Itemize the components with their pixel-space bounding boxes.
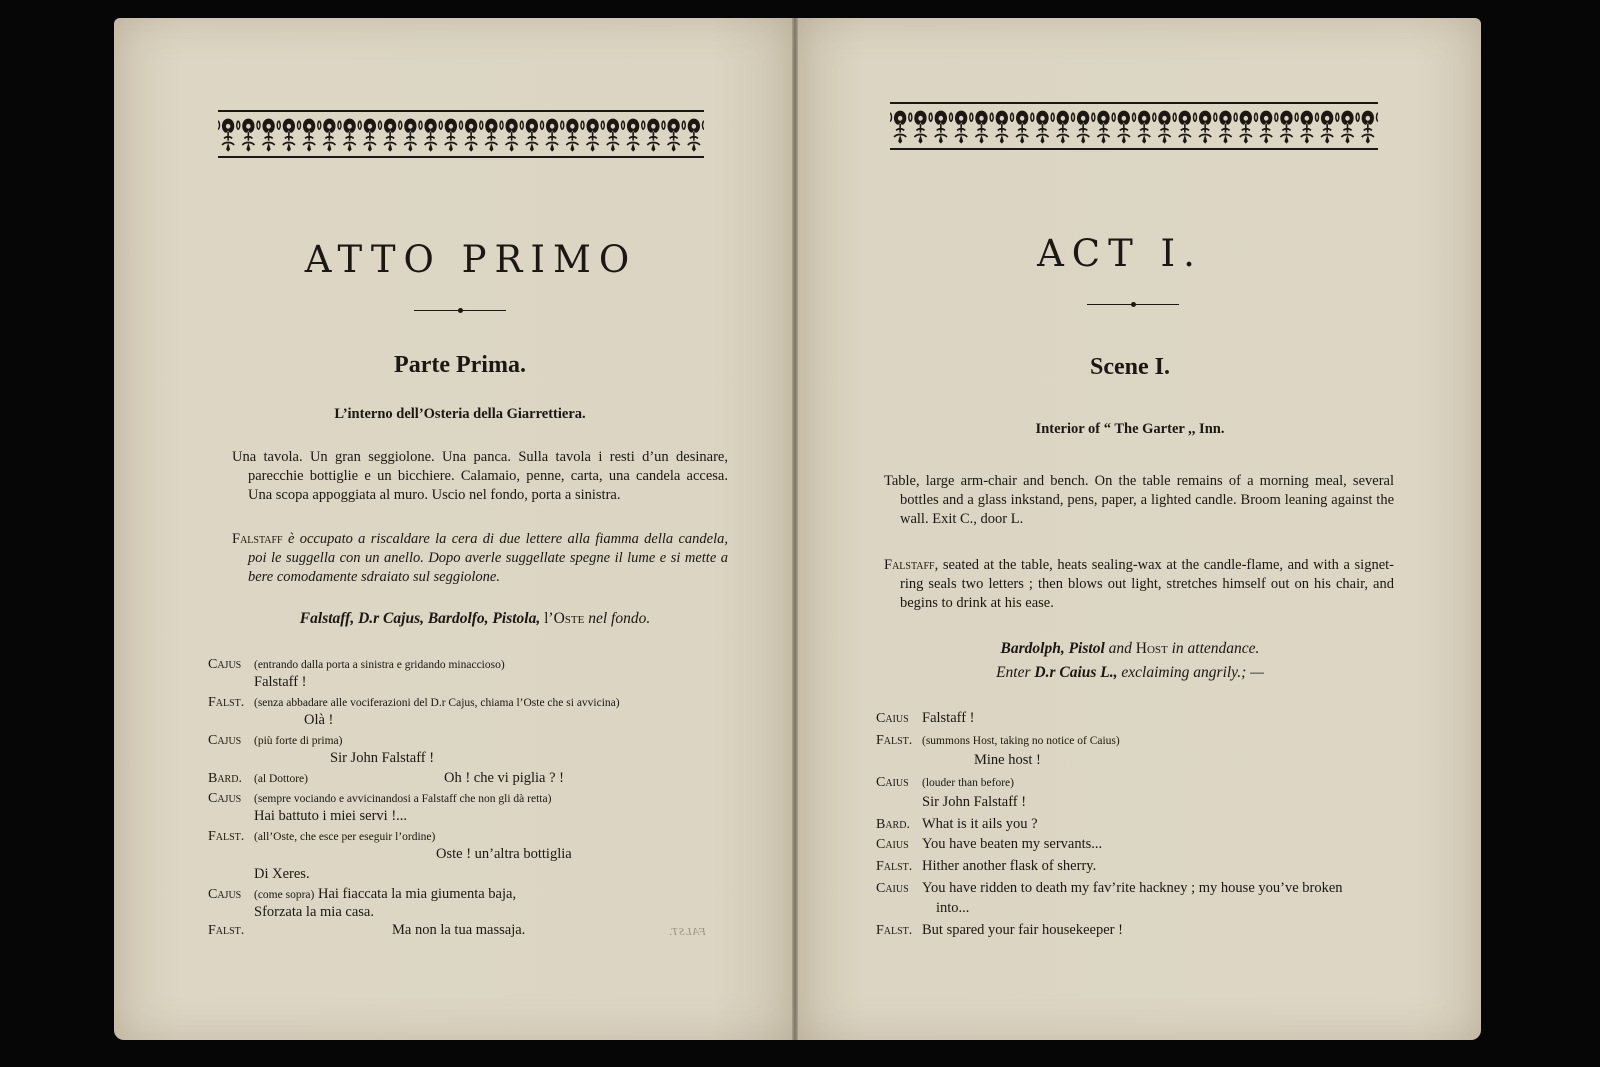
dialogue-stage-direction: (sempre vociando e avvicinandosi a Falstaff che non gli dà retta) [254,793,552,805]
stage-action-italian [232,530,728,587]
dialogue-speaker: Cajus [208,733,242,748]
dialogue-stage-direction: (all’Oste, che esce per eseguir l’ordine) [254,831,436,843]
action-text: , seated at the table, heats sealing-wax at the candle-flame, and with a signet-ring seals two letters ; then blows out light, stretches himself out on his chair, and begins to drink at his ease. [900,557,1394,611]
dialogue-speaker: Falst. [876,859,913,874]
characters-line-italian [240,610,710,628]
dialogue-line: Hither another flask of sherry. [922,858,1097,874]
dialogue-line: Sir John Falstaff ! [922,794,1027,810]
dialogue-stage-direction: (entrando dalla porta a sinistra e gridando minaccioso) [254,659,505,671]
setting-heading-italian: L’interno dell’Osteria della Giarrettiera. [334,406,586,422]
dialogue-speaker: Bard. [876,817,910,832]
dialogue-line: You have beaten my servants... [922,836,1103,852]
stage-description-italian: Una tavola. Un gran seggiolone. Una panca. Sulla tavola i resti d’un desinare, parecchie bottiglie e un bicchiere. Calamaio, penne, carta, una candela accesa. Una scopa appoggiata al muro. Uscio nel fondo, porta a sinistra. [232,449,728,503]
dialogue-stage-direction: (louder than before) [922,777,1014,789]
dialogue-speaker: Cajus [208,657,242,672]
ornamental-border-left [218,110,704,158]
setting-heading-english: Interior of “ The Garter ,, Inn. [1035,421,1225,437]
dialogue-line: Ma non la tua massaja. [392,922,526,938]
dialogue-speaker: Cajus [208,887,242,902]
title-rule-left [414,310,506,311]
characters-host: Oste [553,610,585,627]
dialogue-stage-direction: (senza abbadare alle vociferazioni del D.r Cajus, chiama l’Oste che si avvicina) [254,697,620,709]
dialogue-stage-direction: (più forte di prima) [254,735,343,747]
dialogue-line: But spared your fair housekeeper ! [922,922,1123,938]
characters-line-english-1 [920,640,1340,658]
dialogue-line: Sir John Falstaff ! [330,750,435,766]
enter-character: D.r Caius L., [1034,664,1118,681]
characters-article: l’ [544,610,554,627]
dialogue-stage-direction: (come sopra) [254,889,315,901]
dialogue-line: Mine host ! [974,752,1041,768]
stage-description-english: Table, large arm-chair and bench. On the table remains of a morning meal, several bottles and a glass inkstand, pens, paper, a lighted candle. Broom leaning against the wall. Exit C., door L. [884,473,1394,527]
dialogue-stage-direction: (summons Host, taking no notice of Caius) [922,735,1120,747]
dialogue-line: Hai battuto i miei servi !... [254,808,408,824]
dialogue-line: Falstaff ! [254,674,307,690]
dialogue-line: Oh ! che vi piglia ? ! [444,770,564,786]
title-rule-right [1087,304,1179,305]
dialogue-speaker: Cajus [208,791,242,806]
characters-attendance: in attendance. [1171,640,1260,657]
dialogue-speaker: Bard. [208,771,242,786]
dialogue-line: into... [936,900,970,916]
scene-heading: Scene I. [1090,354,1170,380]
dialogue-line: Olà ! [304,712,334,728]
dialogue-speaker: Falst. [208,829,245,844]
part-heading: Parte Prima. [394,352,526,378]
ornamental-border-right [890,102,1378,150]
action-text: è occupato a riscaldare la cera di due lettere alla fiamma della candela, poi le suggella con un anello. Dopo averle suggellate spegne il lume e si mette a bere comodamente sdraiato sul seggiolone. [248,531,728,585]
characters-names: Bardolph, Pistol [1000,640,1105,657]
characters-line-english-2 [920,664,1340,682]
dialogue-line: What is it ails you ? [922,816,1038,832]
dialogue-speaker: Falst. [876,923,913,938]
dialogue-speaker: Caius [876,881,909,896]
action-character-name: Falstaff [232,531,283,547]
dialogue-stage-direction: (al Dottore) [254,773,308,785]
dialogue-speaker: Falst. [208,695,245,710]
enter-word: Enter [996,664,1031,681]
characters-names: Falstaff, D.r Cajus, Bardolfo, Pistola, [299,610,541,627]
characters-host: Host [1135,640,1168,657]
dialogue-line: Hai fiaccata la mia giumenta baja, [318,886,517,902]
act-title-italian: ATTO PRIMO [304,238,638,281]
dialogue-line: You have ridden to death my fav’rite hackney ; my house you’ve broken [922,880,1343,896]
dialogue-speaker: Caius [876,711,909,726]
dialogue-speaker: Falst. [208,923,245,938]
dialogue-speaker: Caius [876,837,909,852]
act-title-english: ACT I. [1037,232,1203,275]
dialogue-line: Oste ! un’altra bottiglia [436,846,572,862]
dialogue-line: Di Xeres. [254,866,310,882]
dialogue-line: Falstaff ! [922,710,975,726]
action-character-name: Falstaff [884,557,935,573]
enter-direction: exclaiming angrily.; — [1121,664,1264,681]
characters-and: and [1108,640,1132,657]
bleed-through-text: FALST. [668,926,706,938]
book-gutter [792,18,798,1040]
dialogue-speaker: Caius [876,775,909,790]
dialogue-speaker: Falst. [876,733,913,748]
dialogue-line: Sforzata la mia casa. [254,904,374,920]
stage-action-english [884,556,1394,613]
characters-location: nel fondo. [588,610,651,627]
